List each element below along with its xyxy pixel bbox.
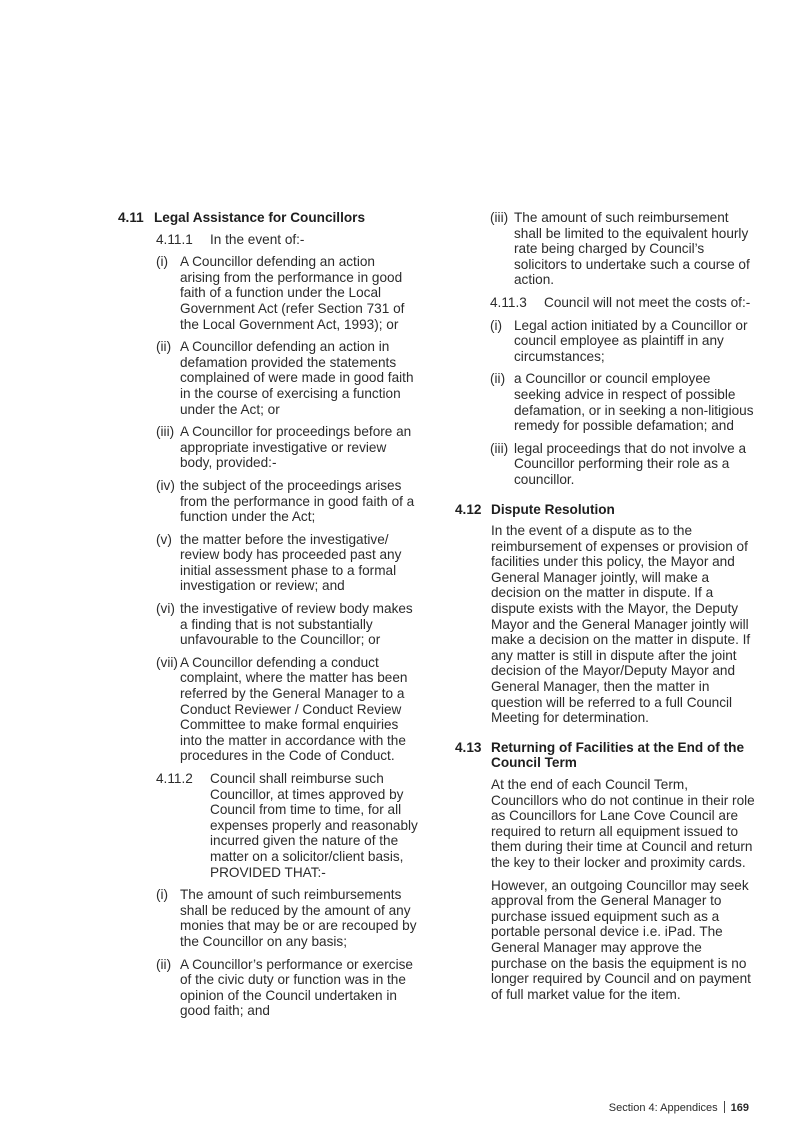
- section-title: Legal Assistance for Councillors: [154, 210, 366, 225]
- clause-4-11-3: [490, 295, 757, 311]
- list-item-text: legal proceedings that do not involve a Councillor performing their role as a councillor.: [514, 440, 747, 487]
- dispute-resolution-paragraph: In the event of a dispute as to the reimbursement of expenses or provision of facilities under this policy, the Mayor and General Manager jointly, will make a decision on the matter in dispute. If a dispute exists with the Mayor, the Deputy Mayor and the General Manager jointly will make a decision on the matter in dispute. If any matter is still in dispute after the joint decision of the Mayor/Deputy Mayor and General Manager, then the matter in question will be referred to a full Council Meeting for determination.: [491, 523, 751, 726]
- right-column: [455, 210, 757, 1009]
- list-item-text: the investigative of review body makes a finding that is not substantially unfavourable to the Councillor; or: [180, 601, 413, 648]
- list-item: [156, 957, 418, 1019]
- list-item-text: a Councillor or council employee seeking advice in respect of possible defamation, or in seeking a non-litigious remedy for possible defamation; and: [514, 371, 754, 434]
- list-item: [156, 478, 418, 525]
- list-item-text: A Councillor defending an action in defamation provided the statements complained of were made in good faith in the course of exercising a function under the Act; or: [180, 339, 414, 417]
- list-marker: (ii): [156, 956, 172, 972]
- list-item: [156, 339, 418, 417]
- list-marker: (i): [490, 317, 503, 333]
- clause-4-11-2-list: [156, 887, 418, 1019]
- list-item: [156, 655, 418, 764]
- list-marker: (ii): [156, 339, 172, 355]
- returning-facilities-paragraph-1: At the end of each Council Term, Councillors who do not continue in their role as Councillors for Lane Cove Council are required to return all equipment issued to them during their time at Council and return the key to their locker and proximity cards.: [491, 777, 755, 870]
- section-heading-4-12: [455, 502, 757, 518]
- returning-facilities-paragraph-2: However, an outgoing Councillor may seek approval from the General Manager to purchase issued equipment such as a portable personal device i.e. iPad. The General Manager may approve the purchase on the basis the equipment is no longer required by Council and on payment of full market value for the item.: [491, 877, 751, 1002]
- list-item: [156, 424, 418, 471]
- list-item-text: The amount of such reimbursements shall be reduced by the amount of any monies that may be or are recouped by the Councillor on any basis;: [180, 887, 417, 949]
- footer-section-label: Section 4: Appendices: [608, 1102, 718, 1114]
- clause-number: 4.11.2: [156, 771, 193, 786]
- clause-text: Council will not meet the costs of:-: [544, 294, 751, 310]
- list-item-text: A Councillor defending an action arising from the performance in good faith of a function under the Local Government Act (refer Section 731 of the Local Government Act, 1993); or: [180, 254, 405, 332]
- list-marker: (i): [156, 254, 169, 270]
- list-marker: (vii): [156, 654, 178, 670]
- list-marker: (i): [156, 887, 169, 903]
- list-item: [490, 441, 757, 488]
- footer-divider: [724, 1101, 725, 1113]
- list-marker: (ii): [490, 371, 506, 387]
- list-marker: (iv): [156, 477, 175, 493]
- section-number: 4.11: [118, 210, 144, 225]
- list-item: [156, 532, 418, 594]
- clause-text: Council shall reimburse such Councillor, at times approved by Council from time to time, for all expenses properly and reasonably incurred given the nature of the matter on a solicitor/client basis, PROVIDED THAT:-: [210, 771, 418, 880]
- list-item: [156, 254, 418, 332]
- list-item: [490, 318, 757, 365]
- section-number: 4.12: [455, 501, 482, 517]
- list-marker: (v): [156, 531, 172, 547]
- clause-4-11-1-list: [156, 254, 418, 764]
- page-number: 169: [730, 1102, 749, 1114]
- list-marker: (iii): [156, 424, 175, 440]
- list-item-text: Legal action initiated by a Councillor or council employee as plaintiff in any circumstances;: [514, 317, 748, 364]
- list-item-text: the subject of the proceedings arises from the performance in good faith of a function under the Act;: [180, 477, 415, 525]
- page-footer: [609, 1101, 749, 1117]
- list-marker: (iii): [490, 440, 509, 456]
- list-marker: (vi): [156, 601, 175, 617]
- section-title: Returning of Facilities at the End of the Council Term: [491, 739, 745, 771]
- list-item: [490, 371, 757, 433]
- list-item-text: A Councillor’s performance or exercise of the civic duty or function was in the opinion of the Council undertaken in good faith; and: [180, 956, 413, 1019]
- list-item: [156, 887, 418, 949]
- list-marker: (iii): [490, 210, 509, 225]
- clause-text: In the event of:-: [210, 231, 305, 247]
- list-item: [156, 601, 418, 648]
- list-item-text: A Councillor for proceedings before an appropriate investigative or review body, provided:-: [180, 424, 412, 471]
- list-item: [490, 210, 757, 288]
- list-item-text: A Councillor defending a conduct complaint, where the matter has been referred by the General Manager to a Conduct Reviewer / Conduct Review Committee to make formal enquiries into the matter in accordance with the procedures in the Code of Conduct.: [180, 654, 408, 764]
- clause-number: 4.11.3: [490, 294, 527, 310]
- clause-number: 4.11.1: [156, 231, 193, 247]
- left-column: [118, 210, 418, 1026]
- section-heading-4-13: [455, 740, 757, 771]
- clause-4-11-1: [156, 232, 418, 248]
- section-number: 4.13: [455, 739, 482, 755]
- section-title: Dispute Resolution: [491, 501, 615, 517]
- list-item-text: The amount of such reimbursement shall be limited to the equivalent hourly rate being charged by Council’s solicitors to undertake such a course of action.: [514, 210, 750, 288]
- list-item-text: the matter before the investigative/ review body has proceeded past any initial assessment phase to a formal investigation or review; and: [180, 531, 402, 594]
- clause-4-11-3-list: [490, 318, 757, 488]
- clause-4-11-2: [156, 771, 418, 880]
- section-heading-4-11: [118, 210, 418, 226]
